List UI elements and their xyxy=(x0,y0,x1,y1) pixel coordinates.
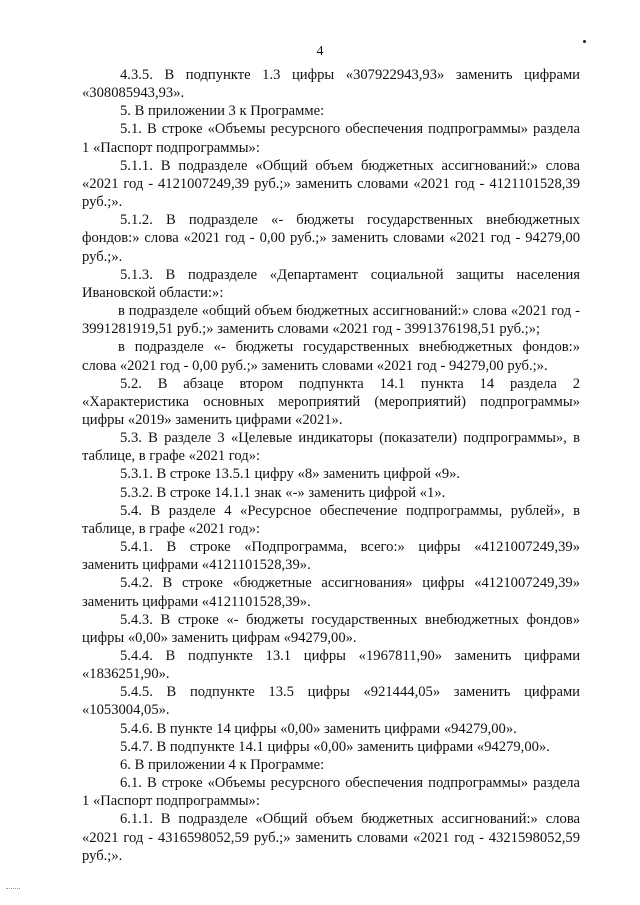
paragraph-5-4-5: 5.4.5. В подпункте 13.5 цифры «921444,05» заменить цифрами «1053004,05». xyxy=(82,684,580,719)
paragraph-5-4: 5.4. В разделе 4 «Ресурсное обеспечение подпрограммы, рублей», в таблице, в графе «2021 год»: xyxy=(82,502,580,537)
paragraph-5-3-2: 5.3.2. В строке 14.1.1 знак «-» заменить цифрой «1». xyxy=(120,484,446,501)
paragraph-5-2: 5.2. В абзаце втором подпункта 14.1 пункта 14 раздела 2 «Характеристика основных мероприятий (мероприятий) подпрограммы» цифры «2019» заменить цифрами «2021». xyxy=(82,375,580,428)
paragraph-6: 6. В приложении 4 к Программе: xyxy=(120,756,325,773)
page-number: 4 xyxy=(316,44,324,59)
paragraph-5-4-4: 5.4.4. В подпункте 13.1 цифры «1967811,90» заменить цифрами «1836251,90». xyxy=(82,648,580,683)
paragraph-6-1-1: 6.1.1. В подразделе «Общий объем бюджетных ассигнований:» слова «2021 год - 4316598052,59 руб.;» заменить словами «2021 год - 4321598052,59 руб.;». xyxy=(82,811,580,864)
paragraph-5-1: 5.1. В строке «Объемы ресурсного обеспечения подпрограммы» раздела 1 «Паспорт подпрограммы»: xyxy=(82,121,580,156)
paragraph-5-4-3: 5.4.3. В строке «- бюджеты государственных внебюджетных фондов» цифры «0,00» заменить цифрам «94279,00». xyxy=(82,611,580,646)
paragraph-5: 5. В приложении 3 к Программе: xyxy=(120,103,325,120)
paragraph-5-1-3-total: в подразделе «общий объем бюджетных ассигнований:» слова «2021 год - 3991281919,51 руб.;» заменить словами «2021 год - 3991376198,51 руб.;»; xyxy=(82,303,580,338)
paragraph-5-4-6: 5.4.6. В пункте 14 цифры «0,00» заменить цифрами «94279,00». xyxy=(120,720,517,737)
paragraph-5-1-3: 5.1.3. В подразделе «Департамент социальной защиты населения Ивановской области:»: xyxy=(82,266,580,301)
paragraph-4-3-5: 4.3.5. В подпункте 1.3 цифры «307922943,93» заменить цифрами «308085943,93». xyxy=(82,67,580,102)
paragraph-5-1-2: 5.1.2. В подразделе «- бюджеты государственных внебюджетных фондов:» слова «2021 год - 0,00 руб.;» заменить словами «2021 год - 94279,00 руб.;». xyxy=(82,212,580,265)
paragraph-5-3: 5.3. В разделе 3 «Целевые индикаторы (показатели) подпрограммы», в таблице, в графе «2021 год»: xyxy=(82,430,580,465)
paragraph-6-1: 6.1. В строке «Объемы ресурсного обеспечения подпрограммы» раздела 1 «Паспорт подпрограммы»: xyxy=(82,775,580,810)
paragraph-5-3-1: 5.3.1. В строке 13.5.1 цифру «8» заменить цифрой «9». xyxy=(120,466,461,483)
scan-speck xyxy=(583,40,586,43)
paragraph-5-1-1: 5.1.1. В подразделе «Общий объем бюджетных ассигнований:» слова «2021 год - 4121007249,39 руб.;» заменить словами «2021 год - 4121101528,39 руб.;». xyxy=(82,157,580,211)
paragraph-5-1-3-funds: в подразделе «- бюджеты государственных внебюджетных фондов:» слова «2021 год - 0,00 руб.;» заменить словами «2021 год - 94279,00 руб.;». xyxy=(82,339,580,374)
paragraph-5-4-1: 5.4.1. В строке «Подпрограмма, всего:» цифры «4121007249,39» заменить цифрами «4121101528,39». xyxy=(82,539,580,574)
document-body xyxy=(82,66,580,865)
paragraph-5-4-7: 5.4.7. В подпункте 14.1 цифры «0,00» заменить цифрами «94279,00». xyxy=(120,738,550,755)
paragraph-5-4-2: 5.4.2. В строке «бюджетные ассигнования» цифры «4121007249,39» заменить цифрами «4121101528,39». xyxy=(82,575,580,610)
scan-edge-mark xyxy=(6,888,20,891)
